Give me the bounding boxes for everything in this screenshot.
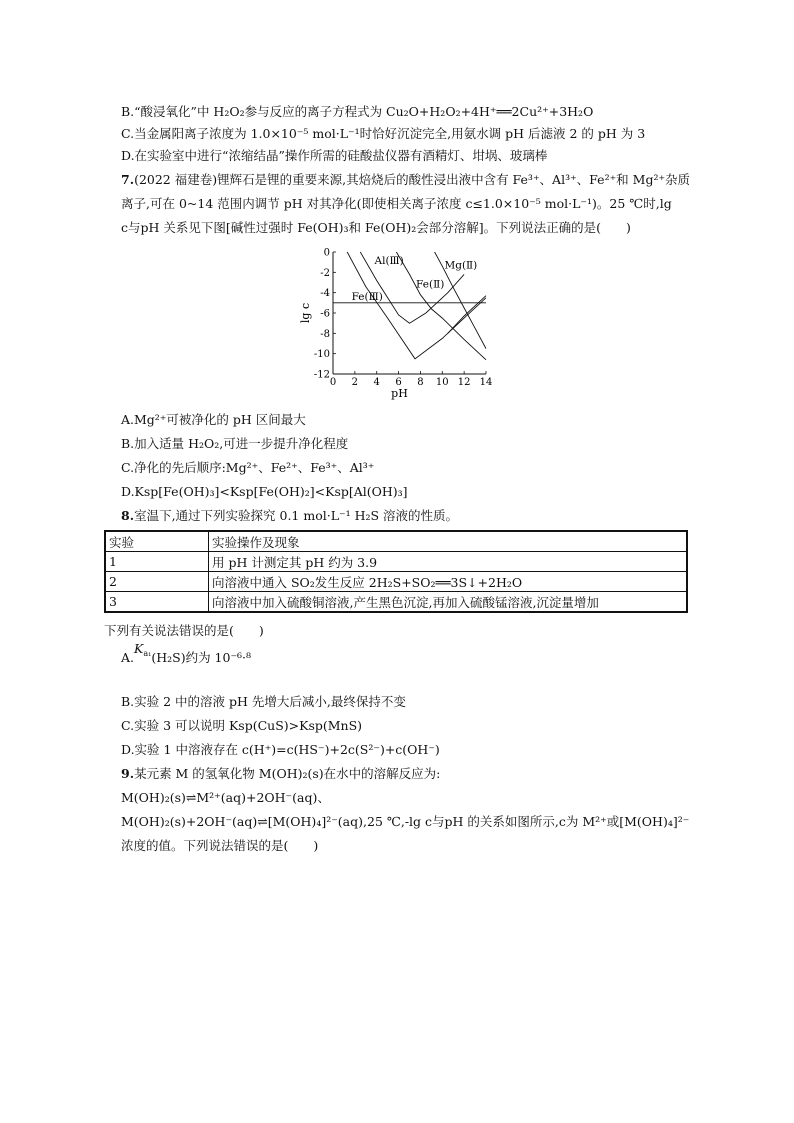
q7-option-c: C.净化的先后顺序:Mg²⁺、Fe²⁺、Fe³⁺、Al³⁺ [121,460,375,475]
y-tick-label: 0 [323,247,330,259]
y-axis-label: lg c [299,302,312,324]
q7-stem-line1 [121,172,690,188]
x-tick-label: 2 [351,377,359,388]
x-tick-label: 6 [395,377,402,388]
table-cell: 向溶液中加入硫酸铜溶液,产生黑色沉淀,再加入硫酸锰溶液,沉淀量增加 [209,592,688,613]
series-label: Fe(Ⅲ) [351,290,383,303]
series-label: Mg(Ⅱ) [444,259,478,272]
q7-number: 7. [121,172,135,187]
q9-equation-1: M(OH)₂(s)⇌M²⁺(aq)+2OH⁻(aq)、 [121,790,330,805]
q7-stem-text1: (2022 福建卷)锂辉石是锂的重要来源,其焙烧后的酸性浸出液中含有 Fe³⁺、Al³⁺、Fe²⁺和 Mg²⁺杂质 [134,172,691,187]
x-tick-label: 4 [373,377,380,388]
q8-stem [121,508,458,524]
ka-symbol: K [134,641,144,656]
q9-stem-line1 [121,766,440,782]
q8-number: 8. [121,508,135,523]
q9-number: 9. [121,766,135,781]
q6-option-b: B.“酸浸氧化”中 H₂O₂参与反应的离子方程式为 Cu₂O+H₂O₂+4H⁺══2Cu²⁺+3H₂O [121,104,594,119]
table-header-row [105,531,687,552]
experiment-table [104,530,688,613]
y-tick-label: -8 [320,328,330,340]
table-cell: 向溶液中通入 SO₂发生反应 2H₂S+SO₂══3S↓+2H₂O [209,572,688,592]
q8-question: 下列有关说法错误的是( ) [104,623,264,638]
x-tick-label: 8 [417,377,424,388]
y-tick-label: -12 [313,369,330,381]
x-axis-label: pH [391,387,408,400]
x-tick-label: 14 [479,377,493,388]
q9-stem-line4: 浓度的值。下列说法错误的是( ) [121,838,319,853]
series-label: Fe(Ⅱ) [416,278,445,291]
x-tick-label: 10 [435,377,449,388]
y-tick-label: -6 [320,308,330,320]
table-header-cell: 实验 [105,531,209,552]
table-cell: 用 pH 计测定其 pH 约为 3.9 [209,552,688,572]
q6-option-c: C.当金属阳离子浓度为 1.0×10⁻⁵ mol·L⁻¹时恰好沉淀完全,用氨水调 pH 后滤液 2 的 pH 为 3 [121,126,646,141]
table-cell: 1 [105,552,209,572]
table-cell: 3 [105,592,209,613]
x-tick-label: 0 [329,377,337,388]
table-cell: 2 [105,572,209,592]
q7-chart [298,244,498,402]
q7-option-a: A.Mg²⁺可被净化的 pH 区间最大 [121,412,306,427]
y-tick-label: -4 [320,288,330,300]
table-row [105,592,687,613]
ka-subscript: a₁ [143,649,152,658]
q8-option-d: D.实验 1 中溶液存在 c(H⁺)=c(HS⁻)+2c(S²⁻)+c(OH⁻) [121,742,440,757]
y-tick-label: -10 [313,349,330,361]
q6-option-d: D.在实验室中进行“浓缩结晶”操作所需的硅酸盐仪器有酒精灯、坩埚、玻璃棒 [121,148,548,163]
q7-stem-line2: 离子,可在 0~14 范围内调节 pH 对其净化(即使相关离子浓度 c≤1.0×10⁻⁵ mol·L⁻¹)。25 ℃时,lg [121,196,672,211]
series-label: Al(Ⅲ) [374,255,404,268]
q7-option-b: B.加入适量 H₂O₂,可进一步提升净化程度 [121,436,349,451]
q7-option-d: D.Ksp[Fe(OH)₃]<Ksp[Fe(OH)₂]<Ksp[Al(OH)₃] [121,484,408,499]
table-row [105,572,687,592]
table-header-cell: 实验操作及现象 [209,531,688,552]
q8-option-a-text: (H₂S)约为 10⁻⁶·⁸ [151,650,252,665]
reference-line [448,296,486,334]
y-tick-label: -2 [320,267,330,279]
table-row [105,552,687,572]
q8-option-b: B.实验 2 中的溶液 pH 先增大后减小,最终保持不变 [121,694,406,709]
q8-stem-text: 室温下,通过下列实验探究 0.1 mol·L⁻¹ H₂S 溶液的性质。 [134,508,459,523]
q8-option-a-label: A. [121,650,135,665]
q9-equation-2: M(OH)₂(s)+2OH⁻(aq)⇌[M(OH)₄]²⁻(aq),25 ℃,-lg c与pH 的关系如图所示,c为 M²⁺或[M(OH)₄]²⁻ [121,814,690,829]
q8-option-c: C.实验 3 可以说明 Ksp(CuS)>Ksp(MnS) [121,718,363,733]
q9-stem-text1: 某元素 M 的氢氧化物 M(OH)₂(s)在水中的溶解反应为: [134,766,441,781]
q8-option-a [121,641,252,668]
x-tick-label: 12 [457,377,471,388]
q7-stem-line3: c与pH 关系见下图[碱性过强时 Fe(OH)₃和 Fe(OH)₂会部分溶解]。下列说法正确的是( ) [121,220,631,235]
